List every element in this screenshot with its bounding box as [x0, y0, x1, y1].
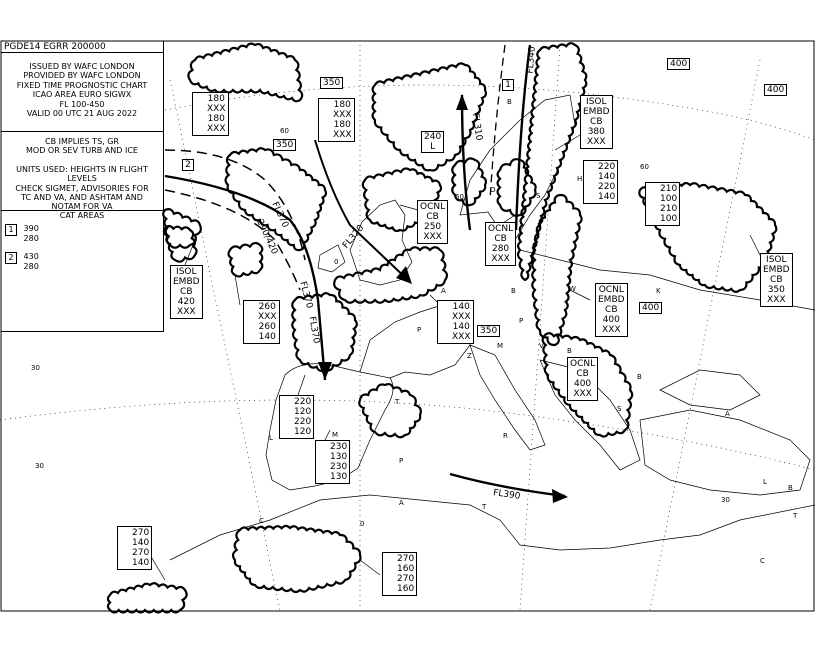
city-marker: Z — [467, 352, 472, 360]
cb-cloud — [108, 583, 187, 612]
city-marker: T — [793, 512, 798, 520]
city-marker: B — [511, 287, 516, 295]
cb-label: OCNL EMBD CB 400 XXX — [595, 283, 628, 337]
cb-cloud — [359, 384, 421, 437]
city-marker: T — [482, 503, 487, 511]
grid-label: 30 — [35, 462, 44, 470]
cb-cloud — [228, 243, 262, 276]
jet-arrowheads — [318, 94, 568, 503]
city-marker: P — [417, 326, 422, 334]
turb-ice-label: 270 160 270 160 — [382, 552, 417, 596]
grid-label: 0 — [334, 258, 339, 266]
note-line: UNITS USED: HEIGHTS IN FLIGHT LEVELS — [16, 164, 148, 184]
issue-line: ICAO AREA EURO SIGWX — [32, 90, 132, 100]
note-line: CB IMPLIES TS, GR — [44, 137, 119, 146]
turb-ice-label: 140 XXX 140 XXX — [437, 300, 474, 344]
cb-cloud — [373, 63, 486, 170]
cb-cloud — [292, 293, 357, 371]
jet-label: FL370 — [269, 200, 291, 230]
city-marker: S — [536, 192, 541, 200]
city-marker: B — [567, 347, 572, 355]
city-marker: K — [656, 287, 661, 295]
tropopause-height: 400 — [639, 302, 662, 314]
city-marker: T — [395, 398, 400, 406]
turb-ice-label: 220 140 220 140 — [583, 160, 618, 204]
issue-line: ISSUED BY WAFC LONDON — [29, 62, 135, 71]
note-line: CHECK SIGMET, ADVISORIES FOR — [15, 183, 149, 193]
issue-line: FIXED TIME PROGNOSTIC CHART — [16, 80, 148, 90]
cb-label: ISOL EMBD CB 380 XXX — [580, 95, 613, 149]
jet-label: FL370 — [306, 315, 321, 345]
city-marker: A — [399, 499, 404, 507]
turb-ice-label: 180 XXX 180 XXX — [192, 92, 229, 136]
city-marker: P — [399, 457, 404, 465]
turb-ice-label: 220 120 220 120 — [279, 395, 314, 439]
grid-label: 30 — [721, 496, 730, 504]
jet-label: FL340 — [525, 45, 538, 75]
grid-label: 60 — [280, 127, 289, 135]
note-line: NOTAM FOR VA — [51, 202, 113, 212]
tropopause-low: 240 L — [421, 131, 444, 153]
tropopause-height: 400 — [667, 58, 690, 70]
tropopause-height: 350 — [273, 139, 296, 151]
turb-ice-label: 210 100 210 100 — [645, 182, 680, 226]
cb-label: OCNL CB 280 XXX — [485, 222, 516, 266]
jet-label: FL310 — [469, 112, 484, 142]
issue-line: FL 100-450 — [59, 99, 105, 109]
city-marker: A — [725, 410, 730, 418]
city-marker: P — [519, 317, 524, 325]
turb-ice-label: 180 XXX 180 XXX — [318, 98, 355, 142]
cat-area-bottom: 280 — [23, 234, 39, 243]
city-marker: W — [569, 285, 576, 293]
cat-area-top: 430 — [23, 252, 39, 261]
grid-label: 0 — [360, 520, 365, 528]
cat-area-top: 390 — [23, 224, 39, 233]
cb-label: ISOL EMBD CB 420 XXX — [170, 265, 203, 319]
city-marker: O — [490, 186, 496, 194]
cb-cloud — [334, 247, 447, 303]
turb-ice-label: 270 140 270 140 — [117, 526, 152, 570]
issue-line: PROVIDED BY WAFC LONDON — [23, 71, 141, 81]
cat-area-marker: 2 — [182, 159, 194, 171]
city-marker: L — [763, 478, 767, 486]
issue-line: VALID 00 UTC 21 AUG 2022 — [26, 109, 138, 119]
city-marker: V — [539, 342, 544, 350]
city-marker: C — [760, 557, 765, 565]
tropopause-height: 350 — [320, 77, 343, 89]
city-marker: M — [332, 431, 339, 439]
jet-label: FL320 — [341, 223, 367, 251]
grid-label: 60 — [455, 193, 464, 201]
cb-cloud — [532, 195, 581, 345]
cat-area-id: 1 — [5, 224, 17, 236]
city-marker: B — [637, 373, 642, 381]
turb-ice-label: 230 130 230 130 — [315, 440, 350, 484]
city-marker: B — [507, 98, 512, 106]
city-marker: L — [269, 434, 273, 442]
grid-label: 60 — [640, 163, 649, 171]
cat-area-id: 2 — [5, 252, 17, 264]
chart-header: PGDE14 EGRR 200000 — [1, 41, 163, 53]
note-line: MOD OR SEV TURB AND ICE — [26, 146, 138, 156]
cat-area-bottom: 280 — [23, 262, 39, 271]
city-marker: B — [788, 484, 793, 492]
cb-cloud — [226, 148, 326, 250]
city-marker: R — [503, 432, 508, 440]
grid-label: 30 — [31, 364, 40, 372]
city-marker: H — [577, 175, 583, 183]
city-marker: C — [259, 517, 264, 525]
jet-label: FL390 — [492, 488, 521, 502]
tropopause-height: 350 — [477, 325, 500, 337]
tropopause-height: 400 — [764, 84, 787, 96]
city-marker: S — [617, 405, 622, 413]
cb-label: OCNL CB 400 XXX — [567, 357, 598, 401]
cb-cloud — [233, 526, 360, 592]
legend-panel-border — [1, 41, 164, 332]
jet-label: 290/420 — [254, 217, 280, 257]
cb-label: OCNL CB 250 XXX — [417, 200, 448, 244]
cb-label: ISOL EMBD CB 350 XXX — [760, 253, 793, 307]
city-marker: M — [497, 342, 504, 350]
city-marker: A — [441, 287, 446, 295]
cat-areas-title: CAT AREAS — [59, 211, 105, 220]
jet-label: FL370 — [297, 280, 315, 310]
note-line: TC AND VA, AND ASHTAM AND — [21, 193, 143, 203]
turb-ice-label: 260 XXX 260 140 — [243, 300, 280, 344]
cat-area-marker: 1 — [502, 79, 514, 91]
